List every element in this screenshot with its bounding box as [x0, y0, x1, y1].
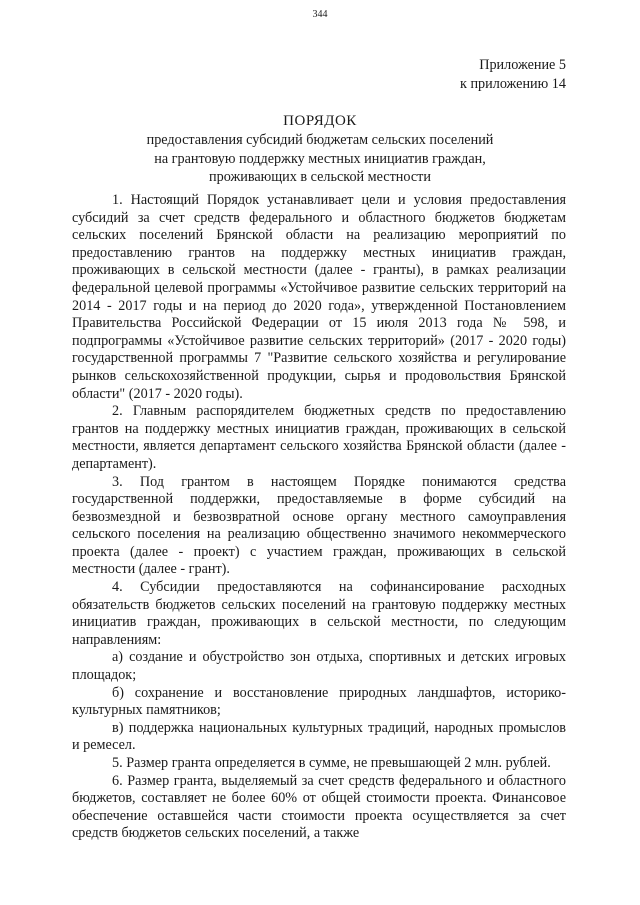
paragraph-5: 5. Размер гранта определяется в сумме, не превышающей 2 млн. рублей.	[112, 755, 551, 771]
paragraph-2: 2. Главным распорядителем бюджетных средств по предоставлению грантов на поддержку местных инициатив граждан, проживающих в сельской местности, является департамент сельского хозяйства Брянской области (далее - департамент).	[72, 403, 566, 472]
paragraph-1: 1. Настоящий Порядок устанавливает цели и условия предоставления субсидий за счет средств федерального и областного бюджетов бюджетам сельских поселений Брянской области на реализацию мероприятий по предоставлению грантов на поддержку местных инициатив граждан, проживающих в сельской местности (далее - гранты), в рамках реализации федеральной целевой программы «Устойчивое развитие сельских территорий на 2014 - 2017 годы и на период до 2020 года», утвержденной Постановлением Правительства Российской Федерации от 15 июля 2013 года № 598, и подпрограммы «Устойчивое развитие сельских территорий» (2017 - 2020 годы) государственной программы 7 "Развитие сельского хозяйства и регулирование рынков сельскохозяйственной продукции, сырья и продовольствия Брянской области" (2017 - 2020 годы).	[72, 192, 566, 402]
appendix-line: Приложение 5	[479, 57, 566, 73]
title-subline: предоставления субсидий бюджетам сельских поселений	[146, 132, 494, 148]
appendix-line: к приложению 14	[460, 76, 566, 92]
list-item-a: а) создание и обустройство зон отдыха, спортивных и детских игровых площадок;	[72, 649, 566, 684]
document-body	[72, 192, 566, 843]
list-item-b: б) сохранение и восстановление природных ландшафтов, историко-культурных памятников;	[72, 684, 566, 719]
title-subline: проживающих в сельской местности	[209, 169, 431, 185]
list-item-c: в) поддержка национальных культурных традиций, народных промыслов и ремесел.	[72, 719, 566, 754]
title-heading: ПОРЯДОК	[283, 113, 357, 129]
paragraph-4: 4. Субсидии предоставляются на софинансирование расходных обязательств бюджетов сельских поселений на грантовую поддержку местных инициатив граждан, проживающих в сельской местности, по следующим направлениям:	[72, 579, 566, 648]
paragraph-6: 6. Размер гранта, выделяемый за счет средств федерального и областного бюджетов, составляет не более 60% от общей стоимости проекта. Финансовое обеспечение оставшейся части стоимости проекта осуществляется за счет средств бюджетов сельских поселений, а также	[72, 772, 566, 842]
title-subline: на грантовую поддержку местных инициатив граждан,	[154, 150, 486, 167]
page-number: 344	[312, 9, 328, 20]
paragraph-3: 3. Под грантом в настоящем Порядке понимаются средства государственной поддержки, предоставляемые в форме субсидий на безвозмездной и безвозвратной основе органу местного самоуправления сельского поселения на реализацию общественно значимого некоммерческого проекта (далее - проект) с участием граждан, проживающих в сельской местности (далее - грант).	[72, 473, 566, 578]
appendix-reference	[460, 56, 566, 94]
document-title	[40, 111, 600, 187]
